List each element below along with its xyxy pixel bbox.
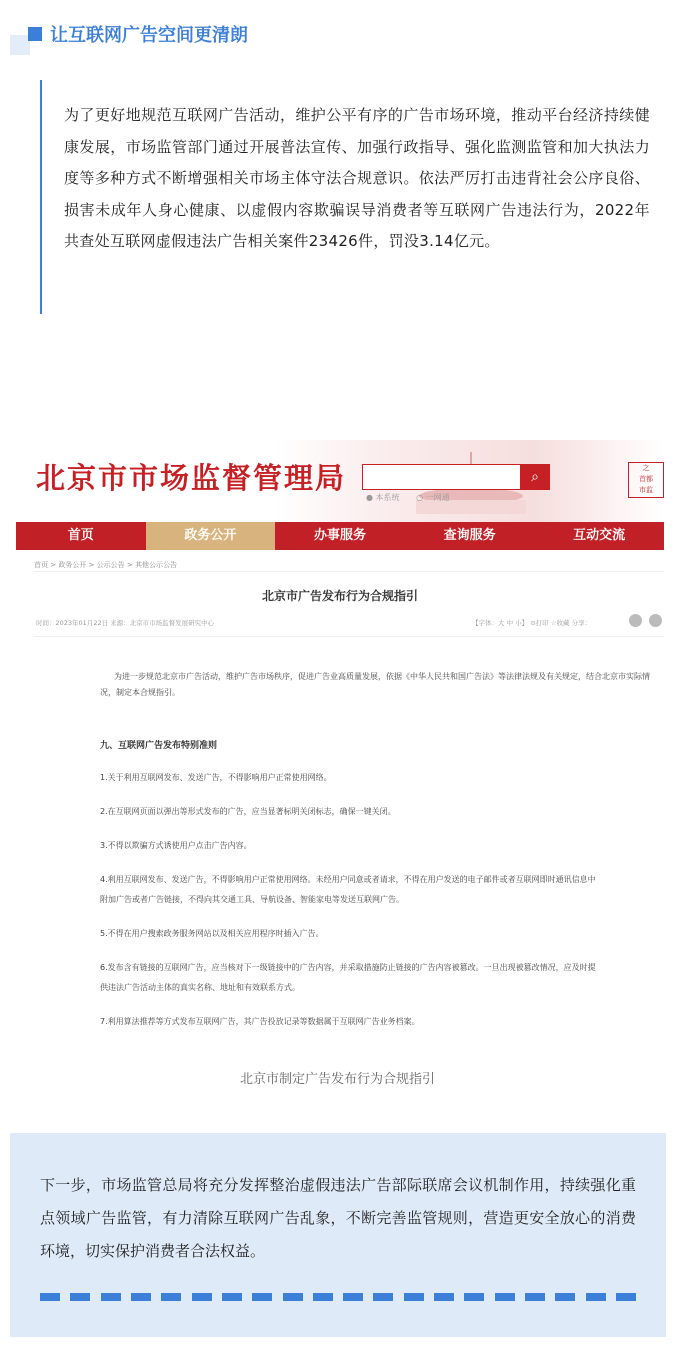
capital-market-logo [628,462,664,498]
nav-item-home[interactable]: 首页 [67,528,94,543]
rule-item: 1.关于利用互联网发布、发送广告，不得影响用户正常使用网络。 [100,773,332,782]
intro-block [40,80,650,314]
rule-item: 6.发布含有链接的互联网广告，应当核对下一级链接中的广告内容，并采取措施防止链接的广告内容被篡改。一旦出现被篡改情况，应及时提 [100,963,596,972]
section-heading [10,22,310,58]
share-weibo-icon[interactable] [649,614,662,627]
heading-decor-square-back [10,35,30,55]
outro-block [10,1133,666,1337]
breadcrumb[interactable]: 首页 > 政务公开 > 公示公告 > 其他公示公告 [34,561,177,569]
site-banner [16,440,664,522]
image-caption: 北京市制定广告发布行为合规指引 [239,1072,435,1087]
divider [34,571,664,572]
rule-item: 附加广告或者广告链接，不得向其交通工具、导航设备、智能家电等发送互联网广告。 [100,895,404,904]
nav-item-interaction[interactable]: 互动交流 [573,528,626,543]
outro-paragraph: 下一步，市场监管总局将充分发挥整治虚假违法广告部际联席会议机制作用，持续强化重点领域广告监管，有力清除互联网广告乱象，不断完善监管规则，营造更安全放心的消费环境，切实保护消费者合法权益。 [40,1176,636,1260]
scope-option-this-system[interactable]: ● 本系统 [366,493,400,502]
article-title: 北京市广告发布行为合规指引 [261,589,418,603]
search-scope-options [366,492,464,503]
search-button[interactable] [520,464,550,490]
nav-item-services[interactable]: 办事服务 [313,528,366,543]
rule-item: 3.不得以欺骗方式诱使用户点击广告内容。 [100,841,252,850]
nav-item-government-affairs[interactable]: 政务公开 [146,522,276,550]
site-search-input[interactable] [362,464,522,490]
site-nav [16,522,664,550]
logo-line: 首都 [639,475,653,483]
scope-option-one-network[interactable]: ○ 一网通 [416,493,450,502]
divider [34,636,664,637]
heading-decor-square [28,27,42,41]
rule-item: 供违法广告活动主体的真实名称、地址和有效联系方式。 [100,983,300,992]
rule-item: 7.利用算法推荐等方式发布互联网广告，其广告投放记录等数据属于互联网广告业务档案。 [100,1017,420,1026]
article-intro: 为进一步规范北京市广告活动，维护广告市场秩序，促进广告业高质量发展，依据《中华人民共和国广告法》等法律法规及有关规定，结合北京市实际情况，制定本合规指引。 [100,672,650,697]
logo-line: 市监 [639,486,653,494]
rule-item: 5.不得在用户搜索政务服务网站以及相关应用程序时插入广告。 [100,929,324,938]
rule-heading: 九、互联网广告发布特别准则 [100,741,218,751]
rule-item: 4.利用互联网发布、发送广告，不得影响用户正常使用网络。未经用户同意或者请求，不得在用户发送的电子邮件或者互联网即时通讯信息中 [100,875,596,884]
site-title: 北京市市场监督管理局 [36,461,347,495]
intro-paragraph: 为了更好地规范互联网广告活动，维护公平有序的广告市场环境，推动平台经济持续健康发展，市场监管部门通过开展普法宣传、加强行政指导、强化监测监管和加大执法力度等多种方式不断增强相关市场主体守法合规意识。依法严厉打击违背社会公序良俗、损害未成年人身心健康、以虚假内容欺骗误导消费者等互联网广告违法行为，2022年共查处互联网虚假违法广告相关案件23426件，罚没3.14亿元。 [64,106,650,250]
share-wechat-icon[interactable] [629,614,642,627]
dashed-divider [40,1293,636,1301]
search-icon: ⌕ [531,469,539,485]
rule-item: 2.在互联网页面以弹出等形式发布的广告，应当显著标明关闭标志，确保一键关闭。 [100,807,396,816]
section-title: 让互联网广告空间更清朗 [50,25,248,46]
nav-item-query[interactable]: 查询服务 [443,528,496,543]
article-tools[interactable]: 【字体：大 中 小】 ⊙打印 ☆收藏 分享： [472,619,592,627]
article-meta: 时间：2023年01月22日 来源：北京市市场监督发展研究中心 [36,619,215,627]
website-screenshot [16,440,664,1050]
logo-line: 之 [642,464,650,472]
